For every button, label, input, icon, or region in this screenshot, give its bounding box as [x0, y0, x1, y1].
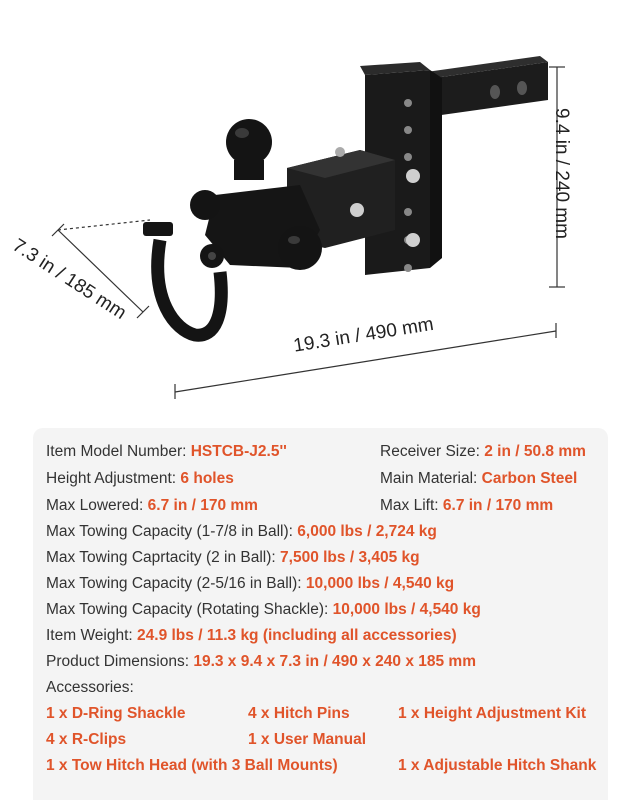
accessory-item: 1 x D-Ring Shackle [46, 705, 186, 722]
width-dimension-label: 19.3 in / 490 mm [292, 313, 436, 357]
spec-product-dimensions: Product Dimensions: 19.3 x 9.4 x 7.3 in / 490 x 240 x 185 mm [46, 653, 476, 670]
spec-max-lift: Max Lift: 6.7 in / 170 mm [380, 497, 554, 514]
accessory-item: 1 x Adjustable Hitch Shank [398, 757, 597, 774]
accessories-heading: Accessories: [46, 679, 134, 696]
spec-height-adjustment: Height Adjustment: 6 holes [46, 470, 234, 487]
spec-capacity-shackle: Max Towing Capacity (Rotating Shackle): 10,000 lbs / 4,540 kg [46, 601, 481, 618]
accessory-item: 4 x Hitch Pins [248, 705, 350, 722]
spec-capacity-1-7-8: Max Towing Capacity (1-7/8 in Ball): 6,000 lbs / 2,724 kg [46, 523, 437, 540]
height-dimension-label: 9.4 in / 240 mm [551, 108, 572, 239]
spec-material: Main Material: Carbon Steel [380, 470, 578, 487]
accessory-item: 1 x Tow Hitch Head (with 3 Ball Mounts) [46, 757, 338, 774]
spec-model: Item Model Number: HSTCB-J2.5'' [46, 443, 287, 460]
spec-max-lowered: Max Lowered: 6.7 in / 170 mm [46, 497, 258, 514]
spec-card [33, 428, 608, 800]
spec-capacity-2: Max Towing Caprtacity (2 in Ball): 7,500 lbs / 3,405 kg [46, 549, 420, 566]
accessory-item: 1 x User Manual [248, 731, 367, 748]
spec-item-weight: Item Weight: 24.9 lbs / 11.3 kg (including all accessories) [46, 627, 457, 644]
accessory-item: 1 x Height Adjustment Kit [398, 705, 587, 722]
accessory-item: 4 x R-Clips [46, 731, 127, 748]
spec-receiver: Receiver Size: 2 in / 50.8 mm [380, 443, 586, 460]
spec-capacity-2-5-16: Max Towing Capacity (2-5/16 in Ball): 10,000 lbs / 4,540 kg [46, 575, 455, 592]
depth-dimension-label: 7.3 in / 185 mm [8, 235, 130, 324]
